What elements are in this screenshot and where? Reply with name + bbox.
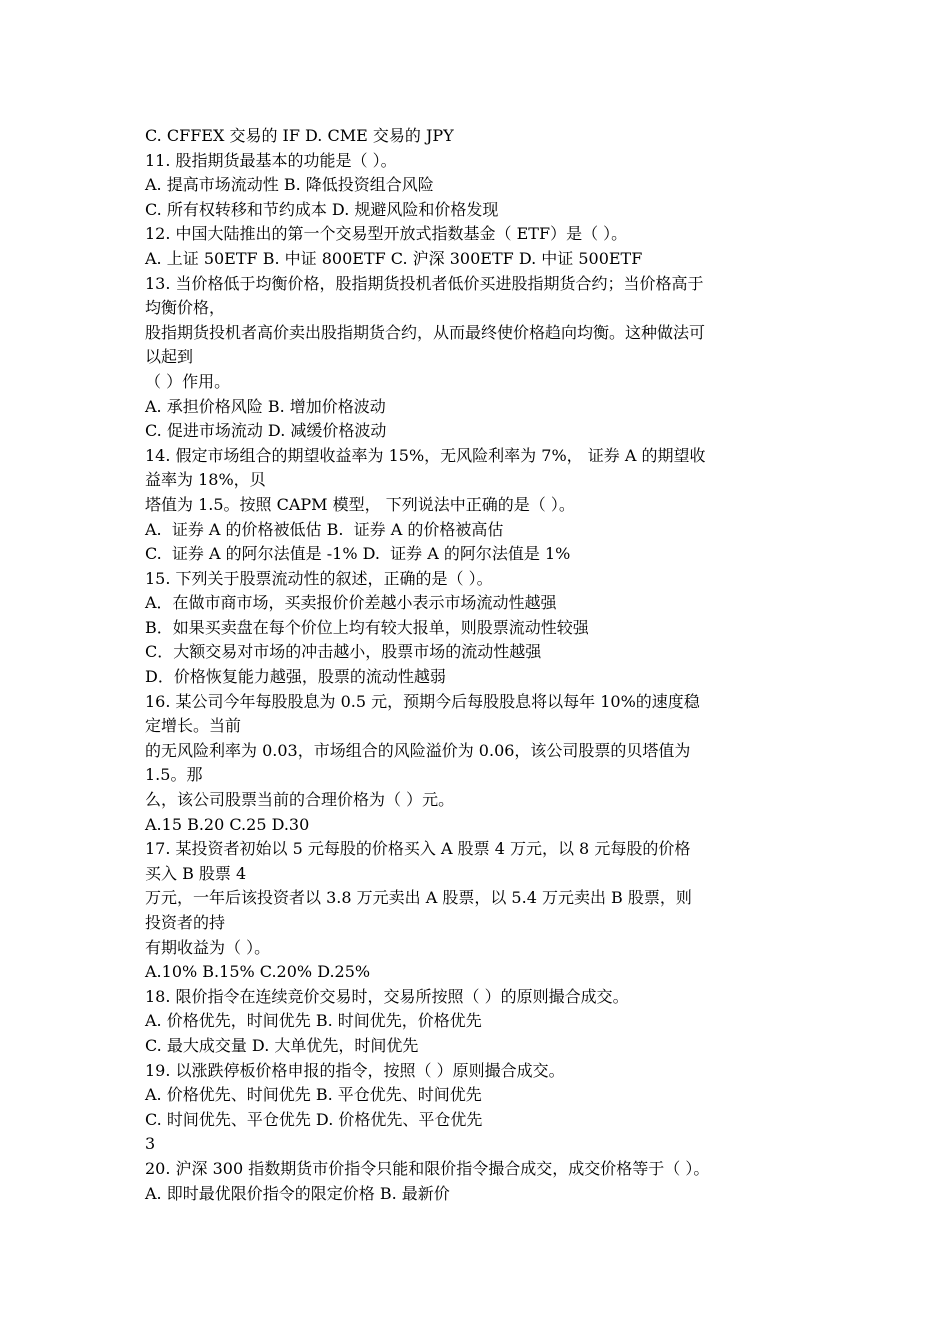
text-line: 塔值为 1.5。按照 CAPM 模型， 下列说法中正确的是（ ）。 (145, 494, 575, 514)
question-15: 15. 下列关于股票流动性的叙述，正确的是（ ）。 (145, 568, 493, 588)
question-12: 12. 中国大陆推出的第一个交易型开放式指数基金（ ETF）是（ ）。 (145, 224, 628, 244)
text-line: 股指期货投机者高价卖出股指期货合约，从而最终使价格趋向均衡。这种做法可 (145, 322, 706, 342)
text-line: 1.5。那 (145, 765, 203, 785)
text-line: A．在做市商市场，买卖报价价差越小表示市场流动性越强 (145, 593, 557, 613)
text-line: B．如果买卖盘在每个价位上均有较大报单，则股票流动性较强 (145, 617, 589, 637)
text-line: D．价格恢复能力越强，股票的流动性越弱 (145, 667, 446, 687)
text-line: C．大额交易对市场的冲击越小，股票市场的流动性越强 (145, 642, 542, 662)
text-line: 益率为 18%，贝 (145, 470, 266, 490)
text-line: A. 提高市场流动性 B. 降低投资组合风险 (145, 175, 434, 195)
question-20: 20. 沪深 300 指数期货市价指令只能和限价指令撮合成交，成交价格等于（ ）。 (145, 1158, 710, 1178)
text-line: C. 证券 A 的阿尔法值是 -1% D. 证券 A 的阿尔法值是 1% (145, 544, 571, 564)
text-line: A.10% B.15% C.20% D.25% (145, 962, 371, 982)
text-line: A.15 B.20 C.25 D.30 (145, 814, 310, 834)
question-11: 11. 股指期货最基本的功能是（ ）。 (145, 150, 397, 170)
text-line: 买入 B 股票 4 (145, 863, 247, 883)
question-13: 13. 当价格低于均衡价格，股指期货投机者低价买进股指期货合约；当价格高于 (145, 273, 704, 293)
text-line: A. 上证 50ETF B. 中证 800ETF C. 沪深 300ETF D. 中证 500ETF (145, 248, 643, 268)
text-line: C. CFFEX 交易的 IF D. CME 交易的 JPY (145, 126, 454, 145)
text-line: A. 承担价格风险 B. 增加价格波动 (145, 396, 386, 416)
question-14: 14. 假定市场组合的期望收益率为 15%，无风险利率为 7%， 证券 A 的期望收 (145, 445, 706, 465)
text-line: 投资者的持 (145, 913, 226, 932)
question-16: 16. 某公司今年每股股息为 0.5 元，预期今后每股股息将以每年 10%的速度稳 (145, 691, 700, 711)
question-17: 17. 某投资者初始以 5 元每股的价格买入 A 股票 4 万元，以 8 元每股的价格 (145, 839, 691, 859)
text-line: A. 证券 A 的价格被低估 B. 证券 A 的价格被高估 (145, 519, 504, 539)
text-line: （ ）作用。 (145, 371, 231, 391)
text-line: A. 价格优先、时间优先 B. 平仓优先、时间优先 (145, 1085, 482, 1105)
question-18: 18. 限价指令在连续竞价交易时，交易所按照（ ）的原则撮合成交。 (145, 986, 629, 1006)
question-19: 19. 以涨跌停板价格申报的指令，按照（ ）原则撮合成交。 (145, 1060, 565, 1080)
page-number: 3 (145, 1134, 156, 1154)
text-line: 万元，一年后该投资者以 3.8 万元卖出 A 股票，以 5.4 万元卖出 B 股票，则 (145, 888, 692, 908)
text-line: 均衡价格， (145, 298, 226, 318)
text-line: C. 时间优先、平仓优先 D. 价格优先、平仓优先 (145, 1109, 483, 1129)
text-line: 么，该公司股票当前的合理价格为（ ）元。 (145, 790, 455, 810)
text-line: 定增长。当前 (145, 716, 242, 736)
text-line: C. 促进市场流动 D. 减缓价格波动 (145, 421, 387, 441)
text-line: A. 即时最优限价指令的限定价格 B. 最新价 (145, 1183, 450, 1203)
text-line: 有期收益为（ ）。 (145, 937, 271, 957)
document-page (145, 124, 811, 1206)
text-line: A. 价格优先，时间优先 B. 时间优先，价格优先 (145, 1011, 482, 1031)
text-line: C. 所有权转移和节约成本 D. 规避风险和价格发现 (145, 199, 499, 219)
text-line: 的无风险利率为 0.03，市场组合的风险溢价为 0.06，该公司股票的贝塔值为 (145, 740, 691, 760)
text-line: 以起到 (145, 347, 194, 367)
text-line: C. 最大成交量 D. 大单优先，时间优先 (145, 1035, 419, 1055)
